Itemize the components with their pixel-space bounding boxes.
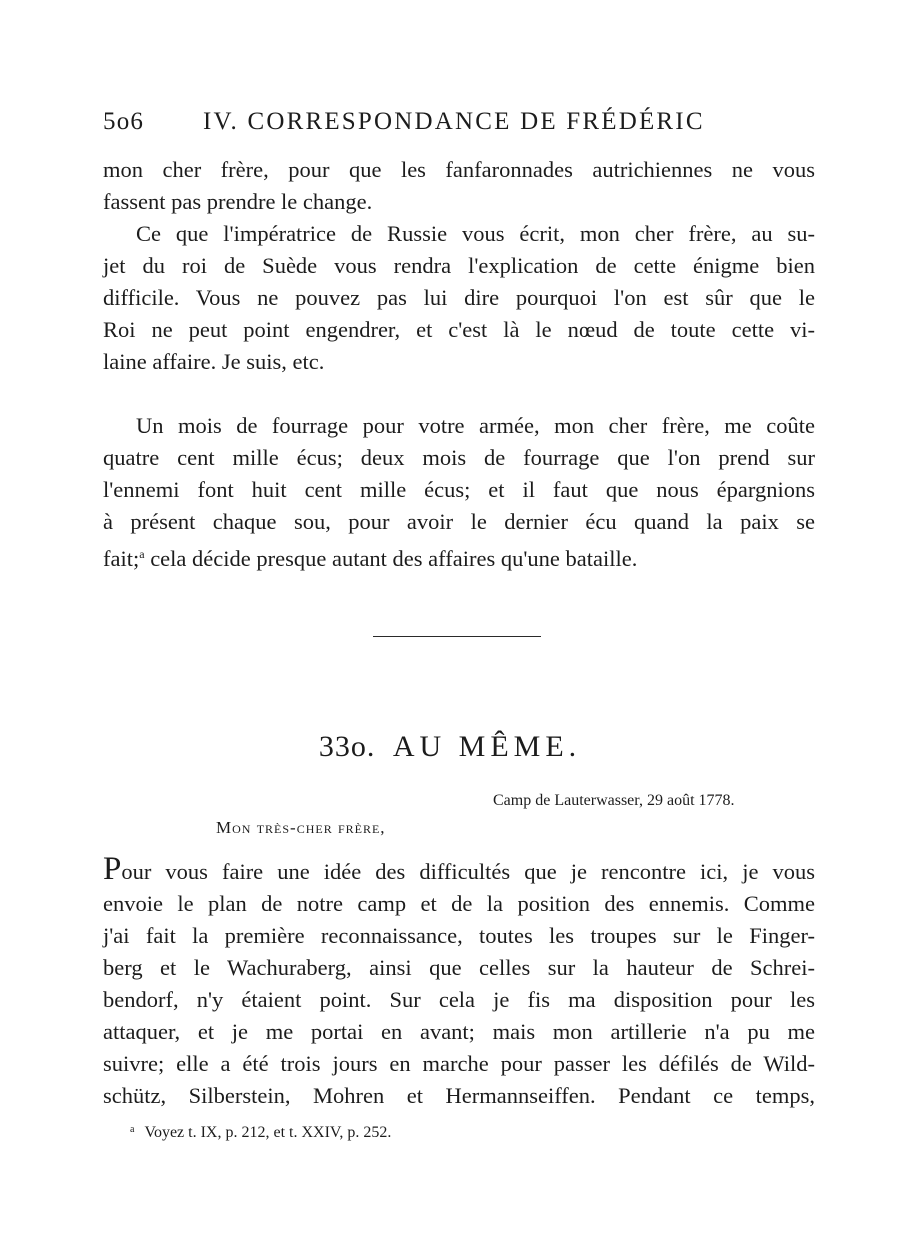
paragraph-russia xyxy=(103,218,815,378)
footnote xyxy=(130,1124,391,1142)
text-line: bendorf, n'y étaient point. Sur cela je fis ma disposition pour les xyxy=(103,987,815,1012)
text-line: suivre; elle a été trois jours en marche pour passer les défilés de Wild- xyxy=(103,1051,815,1076)
letter-heading xyxy=(0,730,900,764)
text-fragment: cela décide presque autant des affaires qu'une bataille. xyxy=(144,546,638,571)
text-line: quatre cent mille écus; deux mois de fourrage que l'on prend sur xyxy=(103,445,815,470)
text-line: laine affaire. Je suis, etc. xyxy=(103,349,325,374)
text-fragment: fait; xyxy=(103,546,140,571)
text-line xyxy=(103,538,815,570)
section-divider xyxy=(373,636,541,637)
paragraph-fourrage xyxy=(103,410,815,570)
letter-salutation: Mon très-cher frère, xyxy=(216,818,386,837)
text-line xyxy=(103,851,815,888)
letter-dateline: Camp de Lauterwasser, 29 août 1778. xyxy=(493,792,735,809)
page-number: 5o6 xyxy=(103,108,145,135)
text-line: Un mois de fourrage pour votre armée, mon cher frère, me coûte xyxy=(136,413,815,438)
text-line: mon cher frère, pour que les fanfaronnades autrichiennes ne vous xyxy=(103,157,815,182)
text-line: à présent chaque sou, pour avoir le dernier écu quand la paix se xyxy=(103,509,815,534)
text-line: difficile. Vous ne pouvez pas lui dire pourquoi l'on est sûr que le xyxy=(103,285,815,310)
letter-body xyxy=(103,851,815,1112)
running-head xyxy=(103,108,823,144)
text-line: berg et le Wachuraberg, ainsi que celles sur la hauteur de Schrei- xyxy=(103,955,815,980)
letter-title: AU MÊME. xyxy=(392,730,582,763)
paragraph-continuation xyxy=(103,154,815,218)
text-line: Ce que l'impératrice de Russie vous écrit, mon cher frère, au su- xyxy=(136,221,815,246)
running-title: IV. CORRESPONDANCE DE FRÉDÉRIC xyxy=(203,108,705,135)
letter-number: 33o. xyxy=(318,730,376,763)
text-line: j'ai fait la première reconnaissance, toutes les troupes sur le Finger- xyxy=(103,923,815,948)
text-line: envoie le plan de notre camp et de la position des ennemis. Comme xyxy=(103,891,815,916)
text-fragment: our vous faire une idée des difficultés que je rencontre ici, je vous xyxy=(121,859,815,884)
text-line: l'ennemi font huit cent mille écus; et il faut que nous épargnions xyxy=(103,477,815,502)
text-line: schütz, Silberstein, Mohren et Hermannseiffen. Pendant ce temps, xyxy=(103,1083,815,1108)
text-line: jet du roi de Suède vous rendra l'explication de cette énigme bien xyxy=(103,253,815,278)
footnote-text: Voyez t. IX, p. 212, et t. XXIV, p. 252. xyxy=(144,1124,392,1141)
footnote-reference: a xyxy=(139,547,145,561)
drop-capital: P xyxy=(103,851,122,887)
text-line: attaquer, et je me portai en avant; mais mon artillerie n'a pu me xyxy=(103,1019,815,1044)
text-line: Roi ne peut point engendrer, et c'est là le nœud de toute cette vi- xyxy=(103,317,815,342)
footnote-mark: a xyxy=(130,1124,135,1135)
text-line: fassent pas prendre le change. xyxy=(103,189,373,214)
